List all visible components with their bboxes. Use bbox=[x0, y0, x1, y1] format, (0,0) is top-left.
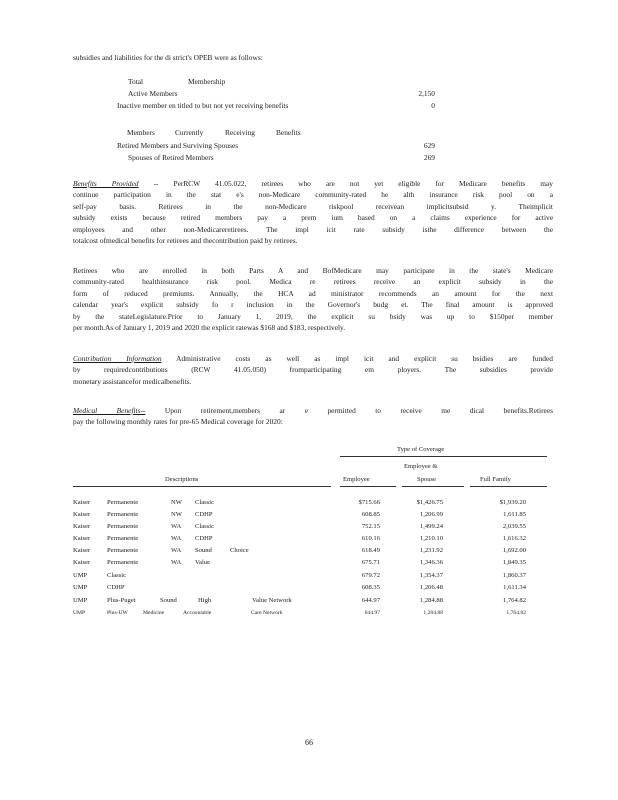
cell-c2: Permanente bbox=[107, 523, 139, 530]
cell-employee: 675.71 bbox=[361, 559, 380, 566]
cell-family: 1,611.85 bbox=[503, 511, 526, 518]
cell-family: 1,764.82 bbox=[502, 597, 526, 604]
receiving-header-2: Currently bbox=[175, 128, 204, 137]
table-row bbox=[73, 559, 553, 569]
employee-rule bbox=[340, 486, 396, 487]
cell-spouse: 1,284.88 bbox=[423, 610, 443, 616]
spouses-value: 269 bbox=[423, 153, 435, 162]
cell-employee: 679.72 bbox=[361, 572, 380, 579]
cell-employee: 610.16 bbox=[361, 535, 380, 542]
contribution-line: Contribution Information Administrative costs as well as impl icit and explicit su bsidies are funded bbox=[73, 354, 553, 363]
cell-employee: 618.49 bbox=[361, 547, 380, 554]
cell-c2: Plus-UW bbox=[107, 610, 128, 616]
cell-c1: Kaiser bbox=[73, 547, 91, 554]
membership-header-total: Total bbox=[128, 77, 144, 86]
paragraph-line: subsidy exists because retired members pay a prem ium based on a claims experience for active bbox=[73, 213, 553, 223]
contribution-paragraph bbox=[73, 353, 553, 387]
cell-employee: 608.35 bbox=[361, 584, 380, 591]
cell-spouse: 1,231.92 bbox=[419, 547, 443, 554]
spouse-header: Spouse bbox=[417, 476, 437, 483]
cell-c2: Permanente bbox=[107, 559, 139, 566]
spouse-rule bbox=[402, 486, 464, 487]
medical-benefits-paragraph bbox=[73, 405, 553, 428]
employee-and-header: Employee & bbox=[404, 463, 438, 470]
cell-c1: UMP bbox=[73, 610, 86, 616]
cell-family: 2,039.55 bbox=[502, 523, 526, 530]
paragraph-line: community-rated healthinsurance risk pool. Medica re retirees receive an explicit subsidy in the bbox=[73, 277, 553, 287]
receiving-header-1: Members bbox=[127, 128, 155, 137]
cell-c5: Value Network bbox=[252, 597, 292, 604]
cell-family: 1,692.00 bbox=[502, 547, 526, 554]
cell-c4: CDHP bbox=[195, 535, 213, 542]
cell-c5: Care Network bbox=[251, 610, 283, 616]
descriptions-header: Descriptions bbox=[165, 476, 199, 483]
cell-c4: High bbox=[198, 597, 212, 604]
contribution-heading: Contribution Information bbox=[73, 354, 162, 363]
cell-c4: Classic bbox=[195, 499, 215, 506]
cell-c4: Accountable bbox=[183, 610, 212, 616]
table-row bbox=[73, 597, 553, 607]
cell-c4: CDHP bbox=[195, 511, 213, 518]
cell-family: $1,939.20 bbox=[499, 499, 526, 506]
retired-members-label: Retired Members and Surviving Spouses bbox=[117, 141, 239, 150]
cell-c2: CDHP bbox=[107, 584, 125, 591]
receiving-header-3: Receiving bbox=[225, 128, 255, 137]
cell-c4: Classic bbox=[195, 523, 215, 530]
table-row bbox=[73, 511, 553, 521]
cell-spouse: 1,354.37 bbox=[419, 572, 443, 579]
paragraph-line: by the stateLegislature.Prior to January 1, 2019, the explicit su bsidy was up to $150per member bbox=[73, 311, 553, 321]
cell-employee: 644.97 bbox=[361, 597, 380, 604]
medical-benefits-heading: Medical Benefits-- bbox=[73, 406, 146, 415]
active-members-label: Active Members bbox=[128, 89, 178, 98]
employee-header: Employee bbox=[343, 476, 370, 483]
coverage-header-rule bbox=[340, 456, 547, 457]
cell-c3: NW bbox=[171, 499, 182, 506]
table-row bbox=[73, 535, 553, 545]
paragraph-line: Retirees who are enrolled in both Parts A and BofMedicare may participate in the state's Medicare bbox=[73, 266, 553, 275]
cell-c3: Sound bbox=[160, 597, 177, 604]
cell-c2: Permanente bbox=[107, 511, 139, 518]
full-family-header: Full Family bbox=[480, 476, 511, 483]
cell-spouse: 1,284.88 bbox=[419, 597, 443, 604]
cell-c1: UMP bbox=[73, 584, 88, 591]
cell-family: 1,616.32 bbox=[502, 535, 526, 542]
medical-benefits-line: Medical Benefits-- Upon retirement,members ar e permitted to receive me dical benefits.Retirees bbox=[73, 406, 553, 415]
cell-c3: WA bbox=[171, 559, 182, 566]
inactive-members-label: Inactive member en titled to but not yet receiving benefits bbox=[117, 101, 289, 110]
active-members-value: 2,150 bbox=[418, 89, 435, 98]
cell-c3: Medicine bbox=[143, 610, 165, 616]
cell-c1: Kaiser bbox=[73, 499, 91, 506]
cell-c2: Permanente bbox=[107, 535, 139, 542]
cell-family: 1,860.37 bbox=[502, 572, 526, 579]
table-row bbox=[73, 499, 553, 509]
benefits-provided-line: Benefits Provided -- PerRCW 41.05.022, retirees who are not yet eligible for Medicare benefits may bbox=[73, 179, 553, 188]
cell-c1: Kaiser bbox=[73, 559, 91, 566]
membership-header-membership: Membership bbox=[188, 77, 226, 86]
cell-family: 1,611.34 bbox=[503, 584, 526, 591]
paragraph-line: per month.As of January 1, 2019 and 2020 the explicit ratewas $168 and $183, respectively. bbox=[73, 323, 346, 333]
cell-family: 1,849.35 bbox=[502, 559, 526, 566]
cell-c1: Kaiser bbox=[73, 523, 91, 530]
family-rule bbox=[470, 486, 547, 487]
cell-c3: WA bbox=[171, 523, 182, 530]
cell-c5: Choice bbox=[230, 547, 249, 554]
cell-c4: Sound bbox=[195, 547, 212, 554]
medicare-parts-paragraph bbox=[73, 265, 553, 333]
descriptions-rule bbox=[73, 486, 331, 487]
paragraph-line: self-pay basis. Retirees in the non-Medicare riskpool receivean implicitsubsid y. Theimplicit bbox=[73, 201, 553, 211]
cell-c3: NW bbox=[171, 511, 182, 518]
page-number: 66 bbox=[305, 738, 313, 747]
table-row bbox=[73, 610, 553, 620]
cell-c1: Kaiser bbox=[73, 511, 91, 518]
paragraph-line: calendar year's explicit subsidy fo r inclusion in the Governor's budg et. The final amount is approved bbox=[73, 300, 553, 310]
table-row bbox=[73, 572, 553, 582]
intro-line: subsidies and liabilities for the di strict's OPEB were as follows: bbox=[73, 53, 263, 62]
benefits-provided-paragraph bbox=[73, 178, 553, 246]
cell-employee: $715.66 bbox=[358, 499, 380, 506]
cell-spouse: 1,206.99 bbox=[419, 511, 443, 518]
type-of-coverage-header: Type of Coverage bbox=[397, 446, 445, 453]
cell-c1: UMP bbox=[73, 597, 88, 604]
cell-c1: Kaiser bbox=[73, 535, 91, 542]
cell-spouse: $1,426.75 bbox=[416, 499, 443, 506]
table-row bbox=[73, 547, 553, 557]
paragraph-line: monetary assistancefor medicalbenefits. bbox=[73, 376, 192, 386]
paragraph-line: pay the following monthly rates for pre-65 Medical coverage for 2020: bbox=[73, 417, 283, 427]
paragraph-line: employees and other non-Medicareretirees. The impl icit rate subsidy isthe difference between the bbox=[73, 224, 553, 234]
cell-c2: Classic bbox=[107, 572, 127, 579]
cell-family: 1,764.82 bbox=[506, 610, 526, 616]
cell-spouse: 1,206.48 bbox=[419, 584, 443, 591]
paragraph-line: continue participation in the stat e's non-Medicare community-rated he alth insurance risk pool on a bbox=[73, 190, 553, 200]
paragraph-line: form of reduced premiums. Annually, the HCA ad ministrator recommends an amount for the next bbox=[73, 288, 553, 298]
cell-spouse: 1,499.24 bbox=[419, 523, 443, 530]
benefits-provided-heading: Benefits Provided bbox=[73, 179, 139, 188]
retired-members-value: 629 bbox=[423, 141, 435, 150]
cell-spouse: 1,210.10 bbox=[419, 535, 443, 542]
spouses-label: Spouses of Retired Members bbox=[128, 153, 214, 162]
table-row bbox=[73, 584, 553, 594]
cell-c2: Plus-Puget bbox=[107, 597, 136, 604]
cell-c4: Value bbox=[195, 559, 211, 566]
cell-c3: WA bbox=[171, 547, 182, 554]
inactive-members-value: 0 bbox=[431, 101, 435, 110]
cell-employee: 644.97 bbox=[364, 610, 380, 616]
cell-c2: Permanente bbox=[107, 547, 139, 554]
paragraph-line: totalcost ofmedical benefits for retirees and thecontribution paid by retirees. bbox=[73, 236, 298, 246]
table-row bbox=[73, 523, 553, 533]
cell-spouse: 1,346.36 bbox=[419, 559, 443, 566]
receiving-header-4: Benefits bbox=[276, 128, 301, 137]
cell-employee: 752.15 bbox=[361, 523, 380, 530]
cell-employee: 608.85 bbox=[361, 511, 380, 518]
cell-c3: WA bbox=[171, 535, 182, 542]
paragraph-line: by requiredcontributions (RCW 41.05.050) fromparticipating em ployers. The subsidies provide bbox=[73, 365, 553, 375]
cell-c2: Permanente bbox=[107, 499, 139, 506]
cell-c1: UMP bbox=[73, 572, 88, 579]
